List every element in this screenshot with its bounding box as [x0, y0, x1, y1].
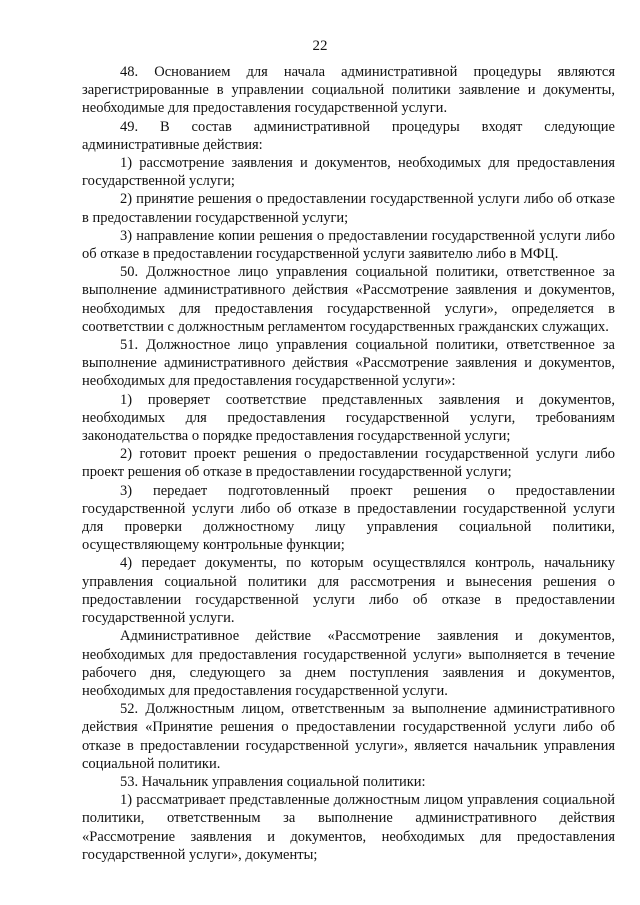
paragraph-51-item-2: 2) готовит проект решения о предоставлении государственной услуги либо проект решения об отказе в предоставлении государственной услуги; [82, 446, 615, 481]
paragraph-51-item-4: 4) передает документы, по которым осуществлялся контроль, начальнику управления социальной политики для рассмотрения и вынесения решения о предоставлении государственной услуги либо об отказе в предоставлении государственной услуги. [82, 555, 615, 627]
paragraph-51-item-1: 1) проверяет соответствие представленных заявления и документов, необходимых для предоставления государственной услуги, требованиям законодательства о порядке предоставления государственной услуги; [82, 391, 615, 445]
paragraph-49-item-2: 2) принятие решения о предоставлении государственной услуги либо об отказе в предоставлении государственной услуги; [82, 191, 615, 226]
paragraph-49: 49. В состав административной процедуры входят следующие административные действия: [82, 118, 615, 153]
paragraph-51-item-3: 3) передает подготовленный проект решения о предоставлении государственной услуги либо об отказе в предоставлении государственной услуги для проверки должностному лицу управления социальной политики, осуществляющему контрольные функции; [82, 482, 615, 554]
page-number: 22 [312, 38, 328, 54]
paragraph-49-item-1: 1) рассмотрение заявления и документов, необходимых для предоставления государственной услуги; [82, 155, 615, 190]
paragraph-53: 53. Начальник управления социальной политики: [120, 773, 426, 790]
paragraph-49-item-3: 3) направление копии решения о предоставлении государственной услуги либо об отказе в предоставлении государственной услуги заявителю либо в МФЦ. [82, 227, 615, 263]
paragraph-48: 48. Основанием для начала административной процедуры являются зарегистрированные в управлении социальной политики заявление и документы, необходимые для предоставления государственной услуги. [82, 64, 615, 117]
paragraph-50: 50. Должностное лицо управления социальной политики, ответственное за выполнение административного действия «Рассмотрение заявления и документов, необходимых для предоставления государственной услуги», определяется в соответствии с должностным регламентом государственных гражданских служащих. [82, 264, 615, 335]
paragraph-51-timing: Административное действие «Рассмотрение заявления и документов, необходимых для предоставления государственной услуги» выполняется в течение рабочего дня, следующего за днем поступления заявления и документов, необходимых для предоставления государственной услуги. [82, 628, 615, 699]
document-body [82, 63, 615, 864]
paragraph-51: 51. Должностное лицо управления социальной политики, ответственное за выполнение административного действия «Рассмотрение заявления и документов, необходимых для предоставления государственной услуги»: [82, 337, 615, 390]
paragraph-53-item-1: 1) рассматривает представленные должностным лицом управления социальной политики, ответственным за выполнение административного действия «Рассмотрение заявления и документов, необходимых для предоставления государственной услуги», документы; [82, 792, 615, 863]
paragraph-52: 52. Должностным лицом, ответственным за выполнение административного действия «Принятие решения о предоставлении государственной услуги либо об отказе в предоставлении государственной услуги», является начальник управления социальной политики. [82, 701, 615, 772]
